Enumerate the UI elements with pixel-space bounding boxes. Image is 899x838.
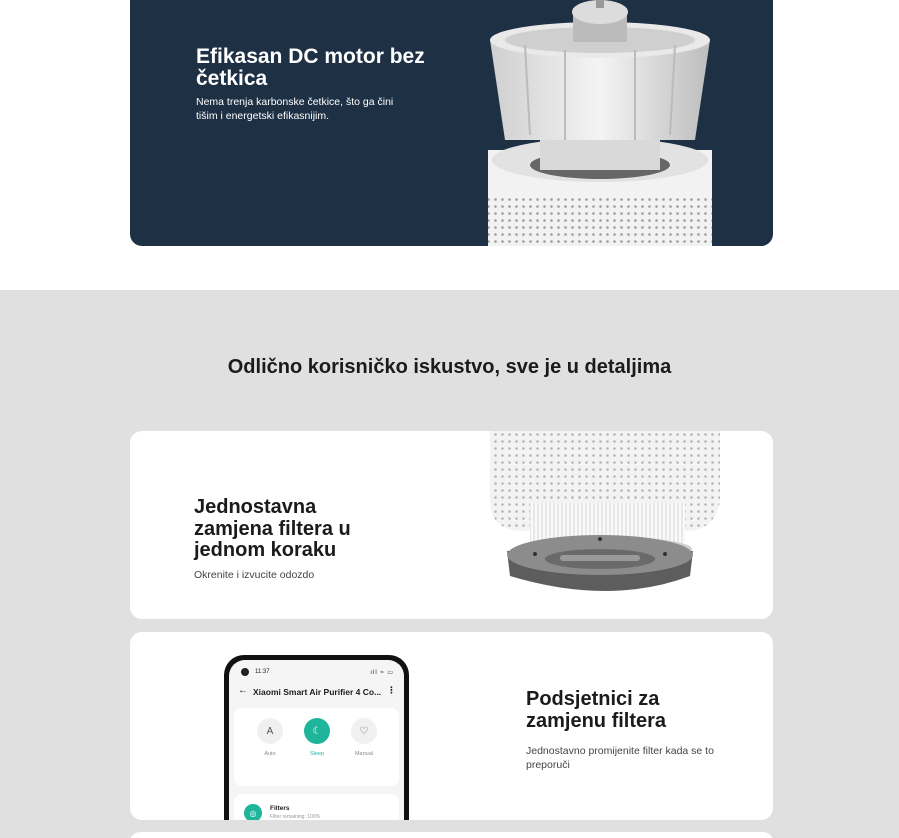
auto-icon: A: [257, 718, 283, 744]
back-arrow-icon[interactable]: ←: [238, 685, 248, 696]
phone-mockup: [224, 655, 409, 820]
status-time: 11:37: [255, 669, 270, 675]
filter-icon: ◎: [244, 804, 262, 820]
app-title: Xiaomi Smart Air Purifier 4 Co...: [253, 687, 382, 697]
filter-reminder-description: Jednostavno promijenite filter kada se to preporuči: [526, 745, 714, 771]
motor-card: [130, 0, 773, 246]
filters-title: Filters: [270, 805, 290, 812]
motor-description: Nema trenja karbonske četkice, što ga čini tišim i energetski efikasnijim.: [196, 96, 394, 122]
mode-label: Sleep: [309, 751, 325, 757]
signal-icon: ıll ≈ ▭: [370, 670, 394, 676]
filter-image: [485, 431, 725, 619]
mode-panel: [234, 708, 399, 786]
moon-icon: ☾: [304, 718, 330, 744]
filter-replace-description: Okrenite i izvucite odozdo: [194, 569, 315, 581]
mode-label: Auto: [264, 751, 276, 757]
filter-replace-title: Jednostavna zamjena filtera u jednom koraku: [194, 496, 351, 561]
mode-auto[interactable]: [250, 718, 290, 757]
app-bar: [229, 685, 404, 701]
mode-label: Manual: [354, 751, 374, 757]
more-icon[interactable]: ⋮: [387, 685, 396, 695]
filters-panel[interactable]: [234, 794, 399, 820]
motor-image: [485, 0, 725, 246]
heart-icon: ♡: [351, 718, 377, 744]
filter-reminder-title: Podsjetnici za zamjenu filtera: [526, 688, 667, 732]
mode-sleep[interactable]: [297, 718, 337, 757]
status-bar: [229, 668, 404, 680]
filters-remaining: Filter remaining: 100%: [270, 814, 321, 820]
camera-icon: [241, 668, 249, 676]
filter-replace-card: [130, 431, 773, 619]
filter-reminder-card: [130, 632, 773, 820]
mode-manual[interactable]: [344, 718, 384, 757]
phone-screen: [229, 660, 404, 820]
next-card: [130, 832, 773, 838]
motor-title: Efikasan DC motor bez četkica: [196, 45, 425, 90]
section-title: Odlično korisničko iskustvo, sve je u detaljima: [227, 356, 672, 378]
